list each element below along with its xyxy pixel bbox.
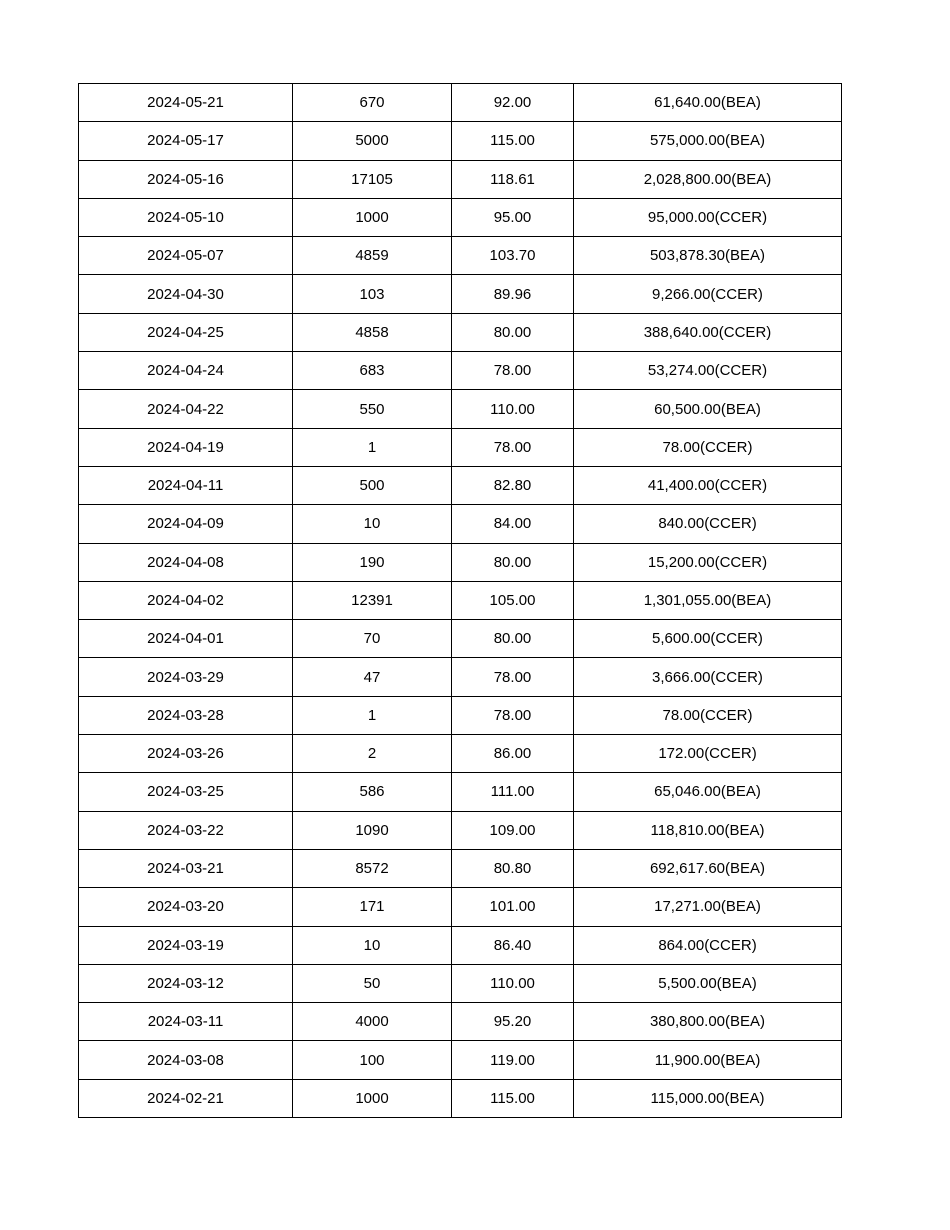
table-row	[79, 122, 842, 160]
price-cell: 78.00	[452, 658, 574, 696]
date-cell: 2024-03-20	[79, 888, 293, 926]
date-cell: 2024-05-10	[79, 198, 293, 236]
volume-cell: 4858	[293, 313, 452, 351]
date-cell: 2024-02-21	[79, 1079, 293, 1117]
amount-cell: 53,274.00(CCER)	[574, 352, 842, 390]
table-row	[79, 160, 842, 198]
amount-cell: 864.00(CCER)	[574, 926, 842, 964]
amount-cell: 9,266.00(CCER)	[574, 275, 842, 313]
date-cell: 2024-04-02	[79, 581, 293, 619]
amount-cell: 41,400.00(CCER)	[574, 466, 842, 504]
date-cell: 2024-03-21	[79, 849, 293, 887]
price-cell: 86.40	[452, 926, 574, 964]
amount-cell: 115,000.00(BEA)	[574, 1079, 842, 1117]
amount-cell: 17,271.00(BEA)	[574, 888, 842, 926]
price-cell: 80.80	[452, 849, 574, 887]
date-cell: 2024-03-12	[79, 964, 293, 1002]
volume-cell: 10	[293, 926, 452, 964]
table-row	[79, 466, 842, 504]
amount-cell: 2,028,800.00(BEA)	[574, 160, 842, 198]
date-cell: 2024-03-28	[79, 696, 293, 734]
volume-cell: 1	[293, 696, 452, 734]
amount-cell: 78.00(CCER)	[574, 428, 842, 466]
table-row	[79, 735, 842, 773]
price-cell: 115.00	[452, 1079, 574, 1117]
price-cell: 80.00	[452, 313, 574, 351]
volume-cell: 50	[293, 964, 452, 1002]
amount-cell: 61,640.00(BEA)	[574, 84, 842, 122]
amount-cell: 118,810.00(BEA)	[574, 811, 842, 849]
volume-cell: 500	[293, 466, 452, 504]
price-cell: 95.20	[452, 1003, 574, 1041]
volume-cell: 47	[293, 658, 452, 696]
table-row	[79, 581, 842, 619]
table-row	[79, 543, 842, 581]
amount-cell: 380,800.00(BEA)	[574, 1003, 842, 1041]
date-cell: 2024-04-19	[79, 428, 293, 466]
price-cell: 82.80	[452, 466, 574, 504]
volume-cell: 171	[293, 888, 452, 926]
table-row	[79, 620, 842, 658]
price-cell: 78.00	[452, 352, 574, 390]
volume-cell: 103	[293, 275, 452, 313]
date-cell: 2024-04-11	[79, 466, 293, 504]
transactions-table	[78, 83, 842, 1118]
amount-cell: 78.00(CCER)	[574, 696, 842, 734]
amount-cell: 840.00(CCER)	[574, 505, 842, 543]
price-cell: 89.96	[452, 275, 574, 313]
amount-cell: 3,666.00(CCER)	[574, 658, 842, 696]
date-cell: 2024-04-09	[79, 505, 293, 543]
volume-cell: 10	[293, 505, 452, 543]
table-row	[79, 352, 842, 390]
volume-cell: 2	[293, 735, 452, 773]
price-cell: 115.00	[452, 122, 574, 160]
date-cell: 2024-05-16	[79, 160, 293, 198]
date-cell: 2024-03-19	[79, 926, 293, 964]
table-row	[79, 505, 842, 543]
table-row	[79, 84, 842, 122]
table-row	[79, 313, 842, 351]
volume-cell: 70	[293, 620, 452, 658]
volume-cell: 190	[293, 543, 452, 581]
date-cell: 2024-05-17	[79, 122, 293, 160]
volume-cell: 586	[293, 773, 452, 811]
price-cell: 78.00	[452, 696, 574, 734]
volume-cell: 17105	[293, 160, 452, 198]
amount-cell: 388,640.00(CCER)	[574, 313, 842, 351]
price-cell: 110.00	[452, 390, 574, 428]
volume-cell: 5000	[293, 122, 452, 160]
amount-cell: 65,046.00(BEA)	[574, 773, 842, 811]
volume-cell: 1090	[293, 811, 452, 849]
price-cell: 118.61	[452, 160, 574, 198]
amount-cell: 5,600.00(CCER)	[574, 620, 842, 658]
volume-cell: 670	[293, 84, 452, 122]
amount-cell: 60,500.00(BEA)	[574, 390, 842, 428]
table-row	[79, 849, 842, 887]
date-cell: 2024-03-08	[79, 1041, 293, 1079]
amount-cell: 15,200.00(CCER)	[574, 543, 842, 581]
volume-cell: 4859	[293, 237, 452, 275]
table-row	[79, 1079, 842, 1117]
table-row	[79, 773, 842, 811]
amount-cell: 11,900.00(BEA)	[574, 1041, 842, 1079]
table-row	[79, 275, 842, 313]
price-cell: 101.00	[452, 888, 574, 926]
price-cell: 95.00	[452, 198, 574, 236]
amount-cell: 575,000.00(BEA)	[574, 122, 842, 160]
amount-cell: 172.00(CCER)	[574, 735, 842, 773]
table-row	[79, 390, 842, 428]
table-row	[79, 888, 842, 926]
date-cell: 2024-03-11	[79, 1003, 293, 1041]
volume-cell: 1	[293, 428, 452, 466]
table-row	[79, 1041, 842, 1079]
volume-cell: 4000	[293, 1003, 452, 1041]
table-row	[79, 1003, 842, 1041]
amount-cell: 1,301,055.00(BEA)	[574, 581, 842, 619]
table-row	[79, 811, 842, 849]
date-cell: 2024-03-29	[79, 658, 293, 696]
table-row	[79, 696, 842, 734]
volume-cell: 12391	[293, 581, 452, 619]
price-cell: 110.00	[452, 964, 574, 1002]
volume-cell: 8572	[293, 849, 452, 887]
price-cell: 78.00	[452, 428, 574, 466]
date-cell: 2024-04-22	[79, 390, 293, 428]
date-cell: 2024-04-30	[79, 275, 293, 313]
amount-cell: 5,500.00(BEA)	[574, 964, 842, 1002]
price-cell: 111.00	[452, 773, 574, 811]
price-cell: 109.00	[452, 811, 574, 849]
amount-cell: 503,878.30(BEA)	[574, 237, 842, 275]
price-cell: 86.00	[452, 735, 574, 773]
table-row	[79, 658, 842, 696]
table-row	[79, 198, 842, 236]
price-cell: 84.00	[452, 505, 574, 543]
table-row	[79, 428, 842, 466]
date-cell: 2024-03-22	[79, 811, 293, 849]
price-cell: 80.00	[452, 620, 574, 658]
table-body	[79, 84, 842, 1118]
volume-cell: 550	[293, 390, 452, 428]
date-cell: 2024-03-25	[79, 773, 293, 811]
date-cell: 2024-04-25	[79, 313, 293, 351]
date-cell: 2024-04-24	[79, 352, 293, 390]
volume-cell: 1000	[293, 198, 452, 236]
table-row	[79, 926, 842, 964]
date-cell: 2024-04-08	[79, 543, 293, 581]
date-cell: 2024-05-21	[79, 84, 293, 122]
price-cell: 105.00	[452, 581, 574, 619]
volume-cell: 1000	[293, 1079, 452, 1117]
amount-cell: 692,617.60(BEA)	[574, 849, 842, 887]
volume-cell: 100	[293, 1041, 452, 1079]
table-row	[79, 237, 842, 275]
price-cell: 103.70	[452, 237, 574, 275]
date-cell: 2024-04-01	[79, 620, 293, 658]
date-cell: 2024-03-26	[79, 735, 293, 773]
price-cell: 119.00	[452, 1041, 574, 1079]
amount-cell: 95,000.00(CCER)	[574, 198, 842, 236]
price-cell: 80.00	[452, 543, 574, 581]
price-cell: 92.00	[452, 84, 574, 122]
volume-cell: 683	[293, 352, 452, 390]
date-cell: 2024-05-07	[79, 237, 293, 275]
table-row	[79, 964, 842, 1002]
